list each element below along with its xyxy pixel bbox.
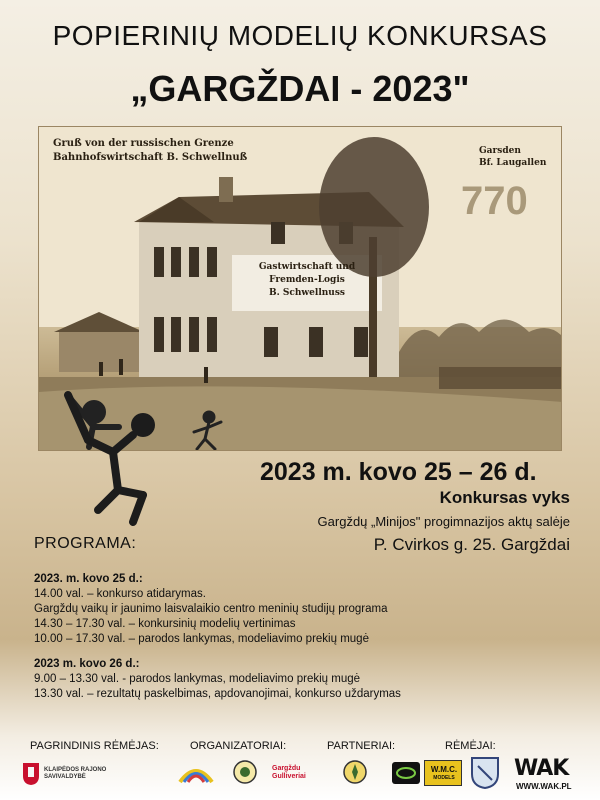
supporters-label: RĖMĖJAI: [445,740,496,752]
program-day-1 [34,572,574,647]
main-sponsor-label: PAGRINDINIS RĖMĖJAS: [30,740,159,752]
supporter-swirl-icon [392,762,420,784]
day-1-item-3: 14.30 – 17.30 val. – konkursinių modelių vertinimas [34,618,296,630]
gulliver-line-1: Gargždu [272,765,301,772]
day-1-item-2: Gargždų vaikų ir jaunimo laisvalaikio centro meninių studijų programa [34,603,388,615]
event-date: 2023 m. kovo 25 – 26 d. [260,458,537,486]
day-1-item-4: 10.00 – 17.30 val. – parodos lankymas, modeliavimo prekių mugė [34,633,369,645]
title-line-2: „GARGŽDAI - 2023" [130,68,470,109]
day-2-item-1: 9.00 – 13.30 val. - parodos lankymas, modeliavimo prekių mugė [34,673,361,685]
organizer-round-emblem-icon [233,760,257,784]
program-list [34,572,574,712]
day-1-item-1: 14.00 val. – konkurso atidarymas. [34,588,206,600]
caption-left-line-2: Bahnhofswirtschaft B. Schwellnuß [53,152,248,163]
partners-label: PARTNERIAI: [327,740,396,752]
wmc-logo [424,760,462,786]
day-1-title: 2023. m. kovo 25 d.: [34,573,143,585]
photo-caption-left [53,137,293,165]
wmc-logo-text [427,765,461,783]
wmc-line-1: W.M.C. [430,765,458,774]
klaipeda-line-2: SAVIVALDYBĖ [44,774,86,780]
title-line-1: POPIERINIŲ MODELIŲ KONKURSAS [52,20,548,51]
venue-address: P. Cvirkos g. 25. Gargždai [373,535,570,554]
klaipeda-logo [22,760,142,788]
house-sign-line-1: Gastwirtschaft und [258,262,356,272]
organizers-label: ORGANIZATORIAI: [190,740,287,752]
organizer-rainbow-logo-icon [178,760,214,786]
gulliver-line-2: Gulliveriai [272,773,306,780]
klaipeda-logo-text [44,767,106,781]
caption-left-line-1: Gruß von der russischen Grenze [53,138,234,149]
venue-school: Gargždų „Minijos" progimnazijos aktų salėje [317,514,570,529]
klaipeda-line-1: KLAIPĖDOS RAJONO [44,767,107,773]
wak-url: WWW.WAK.PL [516,782,572,791]
house-sign-line-3: B. Schwellnuss [269,288,345,298]
caption-right-line-2: Bf. Laugallen [479,158,547,168]
day-2-item-2: 13.30 val. – rezultatų paskelbimas, apdovanojimai, konkurso uždarymas [34,688,401,700]
wmc-line-2: MODELS [433,775,455,781]
program-day-2 [34,657,574,702]
supporter-shield-icon [470,756,500,790]
klaipeda-crest-icon [22,762,40,786]
program-heading: PROGRAMA: [34,535,137,552]
sponsors-strip [0,738,600,800]
dancer-figure-icon [58,390,178,530]
photo-number: 770 [461,179,528,223]
venue-heading: Konkursas vyks [439,488,570,507]
day-2-title: 2023 m. kovo 26 d.: [34,658,140,670]
house-sign [232,261,382,300]
wak-logo [514,756,584,796]
supporter-black-logo [392,762,420,784]
house-sign-line-2: Fremden-Logis [269,275,345,285]
wak-logo-text: WAK [514,756,569,781]
caption-right-line-1: Garsden [479,146,521,156]
photo-caption-right [479,145,559,169]
gulliver-logo [268,762,324,784]
gulliver-logo-text [272,765,306,781]
partner-emblem-icon [343,758,367,786]
